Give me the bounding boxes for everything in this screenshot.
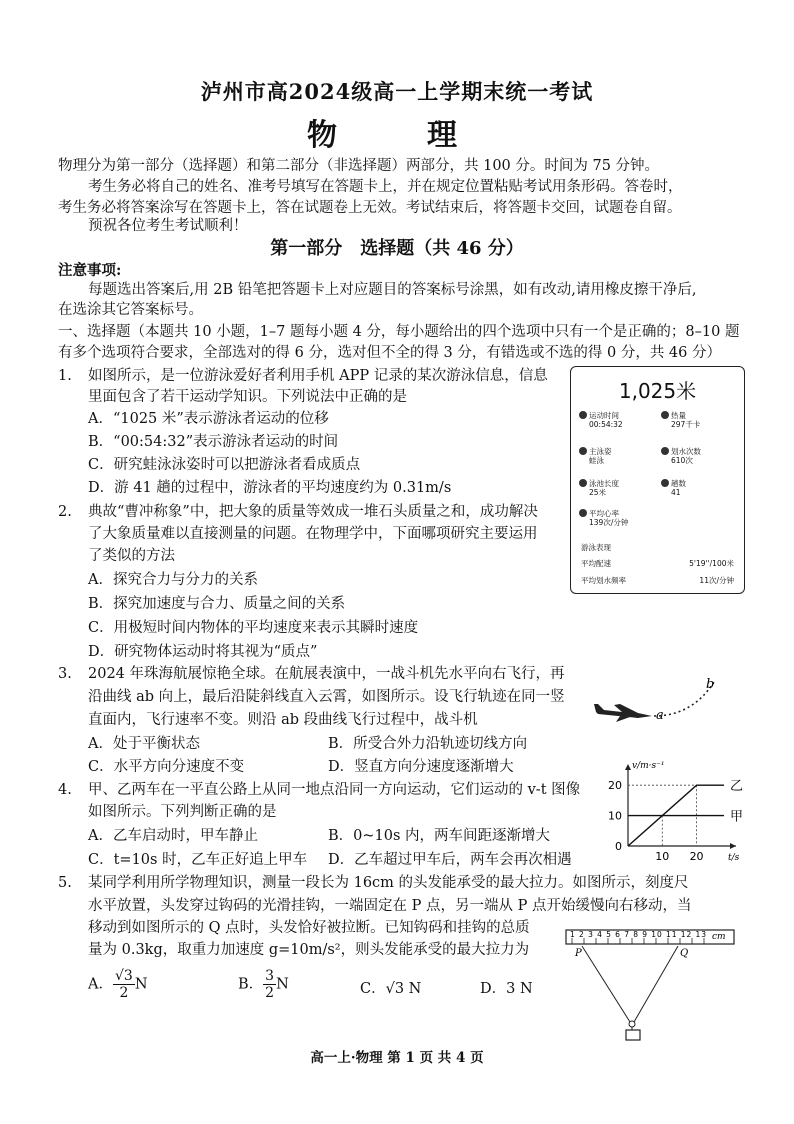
page-footer: 高一上·物理 第 1 页 共 4 页 [310,1050,484,1066]
y-axis-arrow [625,764,631,770]
q5-ruler-figure [562,926,742,1046]
q3-stem-1: 3. 2024 年珠海航展惊艳全球。在航展表演中，一战斗机先水平向右飞行，再 [58,664,565,685]
q2-option-a: A．探究合力与分力的关系 [88,572,258,588]
intro-line-3: 考生务必将答案涂写在答题卡上，答在试题卷上无效。考试结束后，将答题卡交回，试题卷自留。 [58,200,682,216]
hook [629,1021,635,1027]
q4-stem-1: 4. 甲、乙两车在一平直公路上从同一地点沿同一方向运动，它们运动的 v-t 图像 [58,780,580,801]
q4-option-c: C．t=10s 时，乙车正好追上甲车 [88,852,308,868]
q2-stem-3: 了类似的方法 [88,548,175,564]
q5-stem-4: 量为 0.3kg，取重力加速度 g=10m/s²，则头发能承受的最大拉力为 [88,942,530,958]
series-label-1: 甲 [730,809,744,825]
series-label-2: 乙 [730,779,744,795]
notice-heading: 注意事项: [58,262,122,279]
q3-number: 3. [58,666,72,682]
flame-icon [661,411,669,419]
point-q-label: Q [680,948,689,959]
swimmer-icon [579,447,587,455]
fighter-jet-icon [594,704,652,722]
q1-number: 1. [58,368,72,384]
stroke-count-icon [661,447,669,455]
q3-trajectory-figure [590,664,730,734]
weight-block [626,1030,640,1040]
q1-option-b: B．“00:54:32”表示游泳者运动的时间 [88,434,339,450]
heart-icon [579,509,587,517]
q1-stem-1: 1. 如图所示，是一位游泳爱好者利用手机 APP 记录的某次游泳信息，信息 [58,366,548,387]
hair-left [582,946,630,1022]
notice-line-2: 在选涂其它答案标号。 [58,302,203,318]
x-axis-arrow [730,843,736,849]
intro-line-4: 预祝各位考生考试顺利！ [88,218,248,234]
subject-title: 物 理 [307,118,487,153]
q2-option-b: B．探究加速度与合力、质量之间的关系 [88,596,346,612]
q1-option-a: A．“1025 米”表示游泳者运动的位移 [88,411,329,427]
ruler-numbers: 1 2 3 4 5 6 7 8 9 10 11 12 13 [570,930,706,939]
q3-option-b: B．所受合外力沿轨迹切线方向 [328,736,528,752]
q5-stem-3: 移动到如图所示的 Q 点时，头发恰好被拉断。已知钩码和挂钩的总质 [88,920,530,936]
pace-label: 平均配速 [581,559,611,568]
ruler-unit: cm [712,932,726,942]
q5-option-a: A． $\frac{√3}{2}$ N [88,968,148,1001]
y-tick-label: 20 [608,779,622,793]
q5-number: 5. [58,875,72,891]
q1-option-d: D．游 41 趟的过程中，游泳者的平均速度约为 0.31m/s [88,480,452,496]
q2-option-c: C．用极短时间内物体的平均速度来表示其瞬时速度 [88,620,419,636]
clock-icon [579,411,587,419]
q3-option-d: D．竖直方向分速度逐渐增大 [328,759,514,775]
q5-option-c: C．√3 N [360,981,422,997]
exam-title: 泸州市高2024级高一上学期末统一考试 [200,79,594,104]
q2-stem-1: 2. 典故“曹冲称象”中，把大象的质量等效成一堆石头质量之和，成功解决 [58,502,538,523]
part1-instructions-2: 有多个选项符合要求，全部选对的得 6 分，选对但不全的得 3 分，有错选或不选的得 0 分，共 46 分） [58,345,721,361]
x-tick-label: 20 [689,850,704,863]
point-p-label: P [575,948,582,959]
q4-option-a: A．乙车启动时，甲车静止 [88,828,258,844]
q3-option-a: A．处于平衡状态 [88,736,200,752]
q2-number: 2. [58,504,72,520]
y-tick-label: 0 [615,840,622,853]
q2-stem-2: 了大象质量难以直接测量的问题。在物理学中，下面哪项研究主要运用 [88,526,538,542]
part1-instructions-1: 一、选择题（本题共 10 小题，1–7 题每小题 4 分，每小题给出的四个选项中只有一个是正确的；8–10 题 [58,324,740,340]
q4-option-d: D．乙车超过甲车后，两车会再次相遇 [328,852,572,868]
intro-line-1: 物理分为第一部分（选择题）和第二部分（非选择题）两部分，共 100 分。时间为 75 分钟。 [58,158,660,174]
q5-option-d: D．3 N [480,981,533,997]
q4-stem-2: 如图所示。下列判断正确的是 [88,804,277,820]
q1-option-c: C．研究蛙泳泳姿时可以把游泳者看成质点 [88,457,361,473]
notice-line-1: 每题选出答案后,用 2B 铅笔把答题卡上对应题目的答案标号涂黑，如有改动,请用橡皮擦干净后, [88,282,697,298]
point-a-label: a [656,708,664,723]
frequency-value: 11次/分钟 [699,576,734,585]
intro-line-2: 考生务必将自己的姓名、准考号填写在答题卡上，并在规定位置粘贴考试用条形码。答卷时， [88,179,683,195]
x-tick-label: 10 [655,850,670,863]
swim-distance: 1,025米 [618,379,697,403]
pool-icon [579,479,587,487]
pace-value: 5'19''/100米 [689,559,734,568]
q1-stem-2: 里面包含了若干运动学知识。下列说法中正确的是 [88,389,407,405]
hair-right [634,946,678,1022]
performance-label: 游泳表现 [581,543,611,552]
section-title: 第一部分 选择题（共 46 分） [270,238,524,259]
y-tick-label: 10 [608,809,622,823]
q5-option-b: B． $\frac{3}{2}$ N [238,968,289,1001]
frequency-label: 平均划水频率 [581,576,626,585]
q2-option-d: D．研究物体运动时将其视为“质点” [88,644,318,660]
point-b-label: b [706,677,715,692]
q3-option-c: C．水平方向分速度不变 [88,759,245,775]
laps-icon [661,479,669,487]
q5-stem-1: 5. 某同学利用所学物理知识，测量一段长为 16cm 的头发能承受的最大拉力。如图所示，刻度尺 [58,873,689,894]
q3-stem-3: 直面内，飞行速率不变。则沿 ab 段曲线飞行过程中，战斗机 [88,712,478,728]
vt-chart [598,758,748,866]
q4-number: 4. [58,782,72,798]
q3-stem-2: 沿曲线 ab 向上，最后沿陡斜线直入云霄，如图所示。设飞行轨迹在同一竖 [88,689,565,705]
y-axis-label: v/m·s⁻¹ [632,761,665,771]
x-axis-label: t/s [728,853,740,863]
q5-stem-2: 水平放置，头发穿过钩码的光滑挂钩，一端固定在 P 点，另一端从 P 点开始缓慢向右移动，当 [88,898,692,914]
swim-app-card: 1,025米 运动时间 00:54:32 热量 297千卡 主泳姿 蛙泳 划水次数 610次 泳池长度 25米 趟数 41 平均心率 139次/分钟 游泳表现 平均配速 5'19''/100米 平均划水频率 11次/分钟 [570,366,745,594]
q4-option-b: B．0~10s 内，两车间距逐渐增大 [328,828,551,844]
